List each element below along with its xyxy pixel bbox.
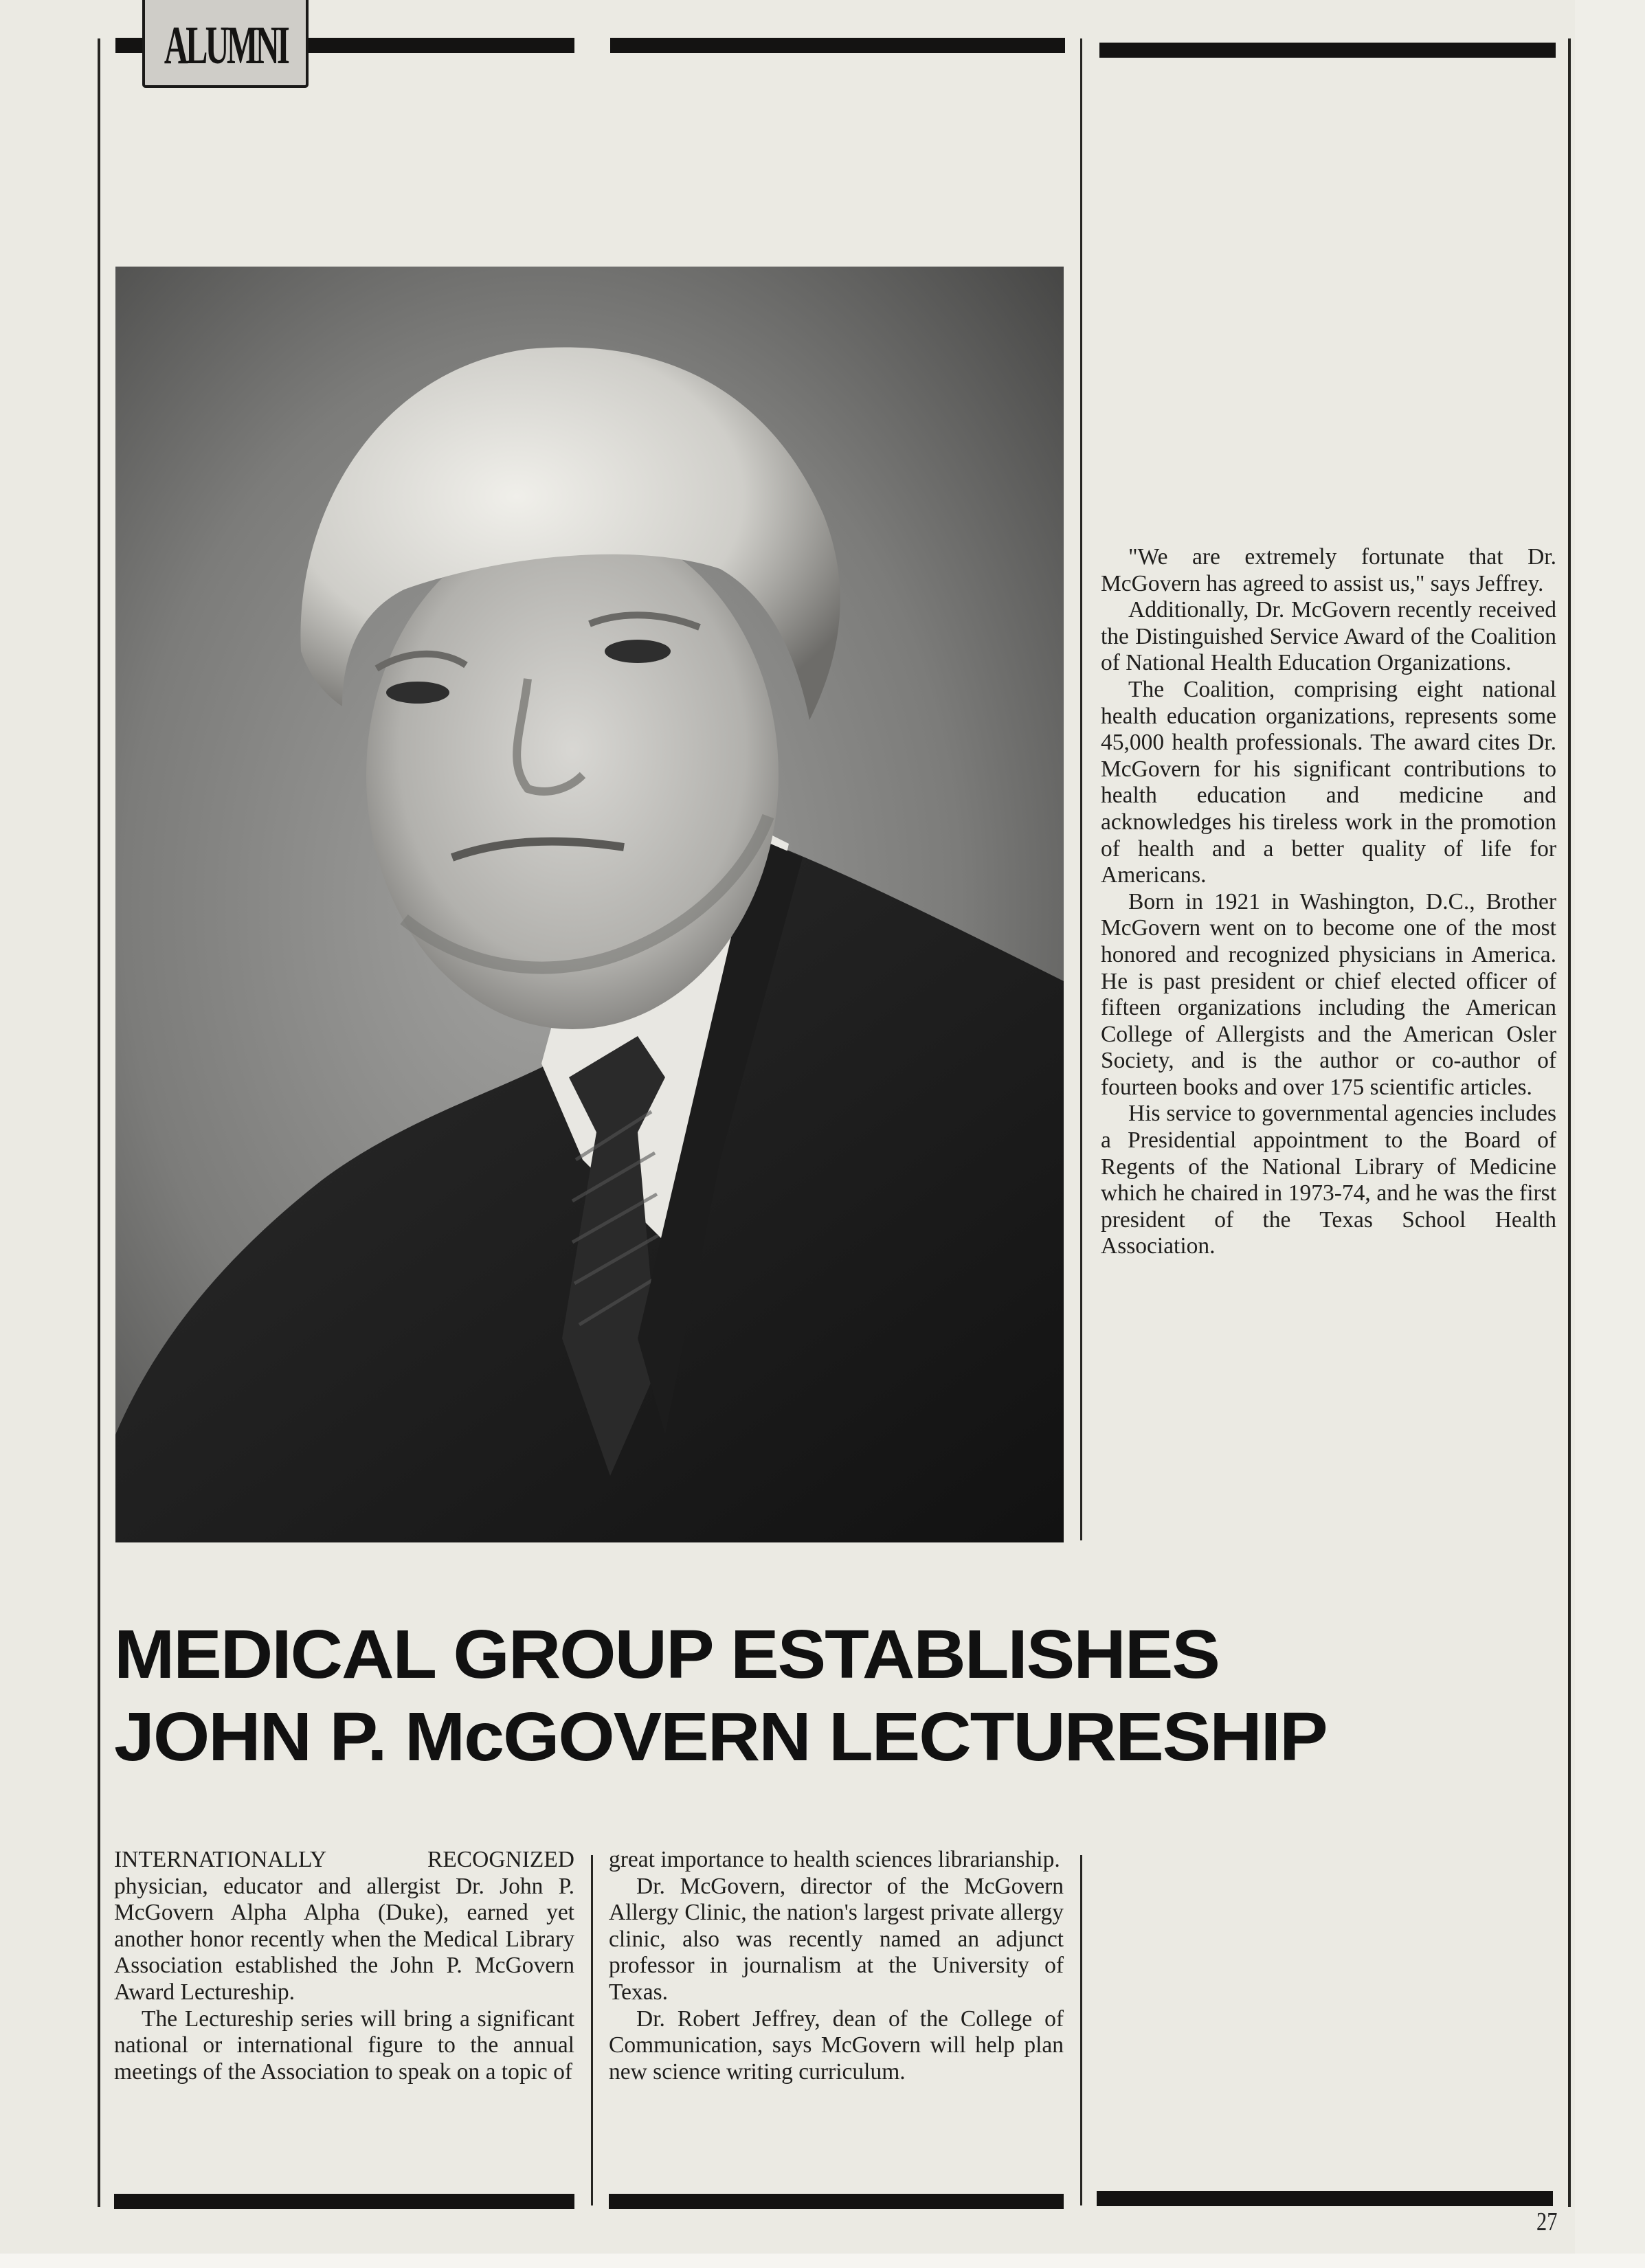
article-column-right-upper — [1101, 544, 1556, 1260]
paragraph: Born in 1921 in Washington, D.C., Brother McGovern went on to become one of the most honored and recognized physicians in America. He is past president or chief elected officer of fifteen organizations including the American College of Allergists and the American Osler Society, and is the author or co-author of fourteen books and over 175 scientific articles. — [1101, 888, 1556, 1100]
lead-paragraph: INTERNATIONALLY RECOGNIZED physician, educator and allergist Dr. John P. McGovern Alpha Alpha (Duke), earned yet another honor recently when the Medical Library Association established the John P. McGovern Award Lectureship. — [114, 1847, 574, 2005]
section-label-box — [142, 0, 309, 88]
top-rule-middle — [610, 38, 1065, 53]
headline-line-2: JOHN P. McGOVERN LECTURESHIP — [114, 1698, 1327, 1775]
paragraph: "We are extremely fortunate that Dr. McGovern has agreed to assist us," says Jeffrey. — [1101, 544, 1556, 596]
bottom-rule-middle — [609, 2194, 1064, 2209]
column-divider-rule-lower-left — [591, 1855, 593, 2205]
left-border-rule — [98, 38, 100, 2207]
paragraph: Additionally, Dr. McGovern recently received the Distinguished Service Award of the Coalition of National Health Education Organizations. — [1101, 597, 1556, 676]
paragraph: great importance to health sciences librarianship. — [609, 1847, 1060, 1872]
article-column-middle — [609, 1847, 1064, 2085]
bottom-rule-right — [1097, 2191, 1553, 2206]
paragraph: Dr. McGovern, director of the McGovern Allergy Clinic, the nation's largest private allergy clinic, also was recently named an adjunct professor in journalism at the University of Texas. — [609, 1873, 1064, 2005]
portrait-photo-icon — [115, 267, 1064, 1542]
portrait-photo — [115, 267, 1064, 1542]
top-rule-right — [1099, 43, 1556, 58]
bottom-rule-left — [114, 2194, 574, 2209]
right-border-rule — [1568, 38, 1571, 2207]
column-divider-rule-lower-right — [1080, 1855, 1082, 2205]
page-margin — [1575, 0, 1645, 2268]
paragraph: Dr. Robert Jeffrey, dean of the College of Communication, says McGovern will help plan new science writing curriculum. — [609, 2006, 1064, 2085]
page-edge — [0, 2254, 1645, 2268]
paragraph: The Coalition, comprising eight national health education organizations, represents some 45,000 health professionals. The award cites Dr. McGovern for his significant contributions to health education and medicine and acknowledges his tireless work in the promotion of health and a better quality of life for Americans. — [1101, 676, 1556, 888]
paragraph: The Lectureship series will bring a significant national or international figure to the annual meetings of the Association to speak on a topic of — [114, 2006, 574, 2085]
article-column-left — [114, 1847, 574, 2085]
section-label: ALUMNI — [164, 15, 287, 75]
column-divider-rule — [1080, 38, 1082, 1540]
headline-line-1: MEDICAL GROUP ESTABLISHES — [114, 1616, 1219, 1693]
paragraph: His service to governmental agencies includes a Presidential appointment to the Board of Regents of the National Library of Medicine which he chaired in 1973-74, and he was the first president of the Texas School Health Association. — [1101, 1101, 1556, 1259]
page-number: 27 — [1536, 2208, 1558, 2236]
